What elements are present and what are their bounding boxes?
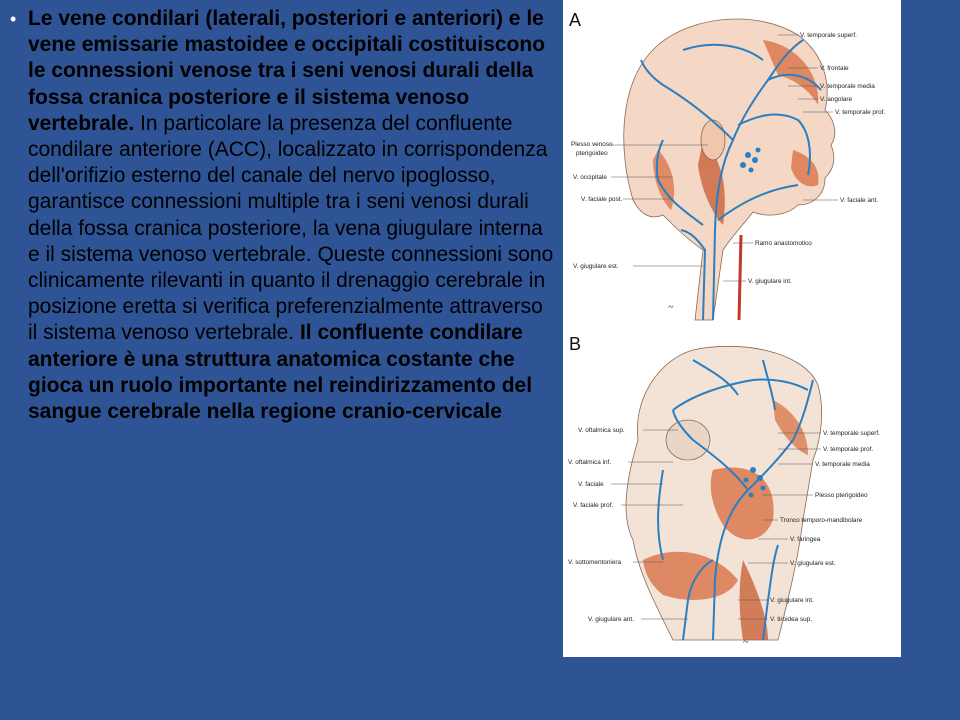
bullet-marker: •: [10, 9, 17, 29]
label-v-faciale: V. faciale: [578, 481, 604, 488]
panel-a-labels-left: [571, 141, 623, 270]
label-v-oftalmica-inf: V. oftalmica inf.: [568, 459, 612, 466]
label-v-giugulare-ant: V. giugulare ant.: [588, 616, 634, 623]
label-v-faciale-ant: V. faciale ant.: [840, 197, 879, 204]
label-v-temporale-media-a: V. temporale media: [820, 83, 875, 90]
panel-b-letter: B: [569, 334, 582, 354]
label-v-temporale-media-b: V. temporale media: [815, 461, 870, 468]
normal-text: In particolare la presenza del confluente condilare anteriore (ACC), localizzato in corrispondenza dell'orifizio esterno del canale del nervo ipoglosso, garantisce connessioni multiple tra i seni venosi durali della fossa cranica posteriore, la vena giugulare interna e il sistema venoso vertebrale. Queste connessioni sono clinicamente rilevanti in quanto il drenaggio cerebrale in posizione eretta si verifica preferenzialmente attraverso il sistema venoso vertebrale.: [28, 111, 554, 345]
label-plesso-pterigoideo: Plesso pterigoideo: [815, 492, 868, 499]
signature-a: ~: [668, 302, 674, 313]
label-v-tiroidea-sup: V. tiroidea sup.: [770, 616, 813, 623]
slide-text: [10, 6, 555, 425]
label-v-faciale-post: V. faciale post.: [581, 196, 623, 203]
label-v-angolare: V. angolare: [820, 96, 853, 103]
label-v-faringea: V. faringea: [790, 536, 821, 543]
bold-intro: Le vene condilari (laterali, posteriori e anteriori) e le vene emissarie mastoidee e occipitali costituiscono le connessioni venose tra i seni venosi durali della fossa cranica posteriore e il sistema venoso vertebrale.: [28, 7, 546, 135]
panel-a-drawing: [611, 19, 838, 320]
label-v-giugulare-est-b: V. giugulare est.: [790, 560, 836, 567]
label-v-oftalmica-sup: V. oftalmica sup.: [578, 427, 625, 434]
panel-b-drawing: [611, 346, 822, 640]
label-v-occipitale: V. occipitale: [573, 174, 607, 181]
panel-a-letter: A: [569, 10, 582, 30]
label-ramo-anastomotico: Ramo anastomotico: [755, 240, 812, 247]
label-v-faciale-prof: V. faciale prof.: [573, 502, 614, 509]
label-v-temporale-superf-a: V. temporale superf.: [800, 32, 857, 39]
panel-b-labels-left: [568, 427, 634, 623]
label-v-temporale-prof-a: V. temporale prof.: [835, 109, 886, 116]
label-pterigoideo: pterigoideo: [576, 150, 608, 157]
body-paragraph: [28, 6, 555, 425]
bold-conclusion: Il confluente condilare anteriore è una struttura anatomica costante che gioca un ruolo importante nel reindirizzamento del sangue cerebrale nella regione cranio-cervicale: [28, 321, 533, 424]
label-v-giugulare-int-a: V. giugulare int.: [748, 278, 792, 285]
anatomy-illustration: [563, 0, 901, 657]
signature-b: ~: [743, 637, 749, 648]
label-tronco-temporo-mandibolare: Tronco temporo-mandibolare: [780, 517, 863, 524]
label-v-frontale: V. frontale: [820, 65, 849, 72]
label-v-sottomentoniera: V. sottomentoniera: [568, 559, 622, 566]
label-v-giugulare-int-b: V. giugulare int.: [770, 597, 814, 604]
anatomy-figure: [563, 0, 901, 657]
label-v-temporale-prof-b: V. temporale prof.: [823, 446, 874, 453]
label-plesso-venoso: Plesso venoso: [571, 141, 613, 148]
label-v-giugulare-est-a: V. giugulare est.: [573, 263, 619, 270]
label-v-temporale-superf-b: V. temporale superf.: [823, 430, 880, 437]
